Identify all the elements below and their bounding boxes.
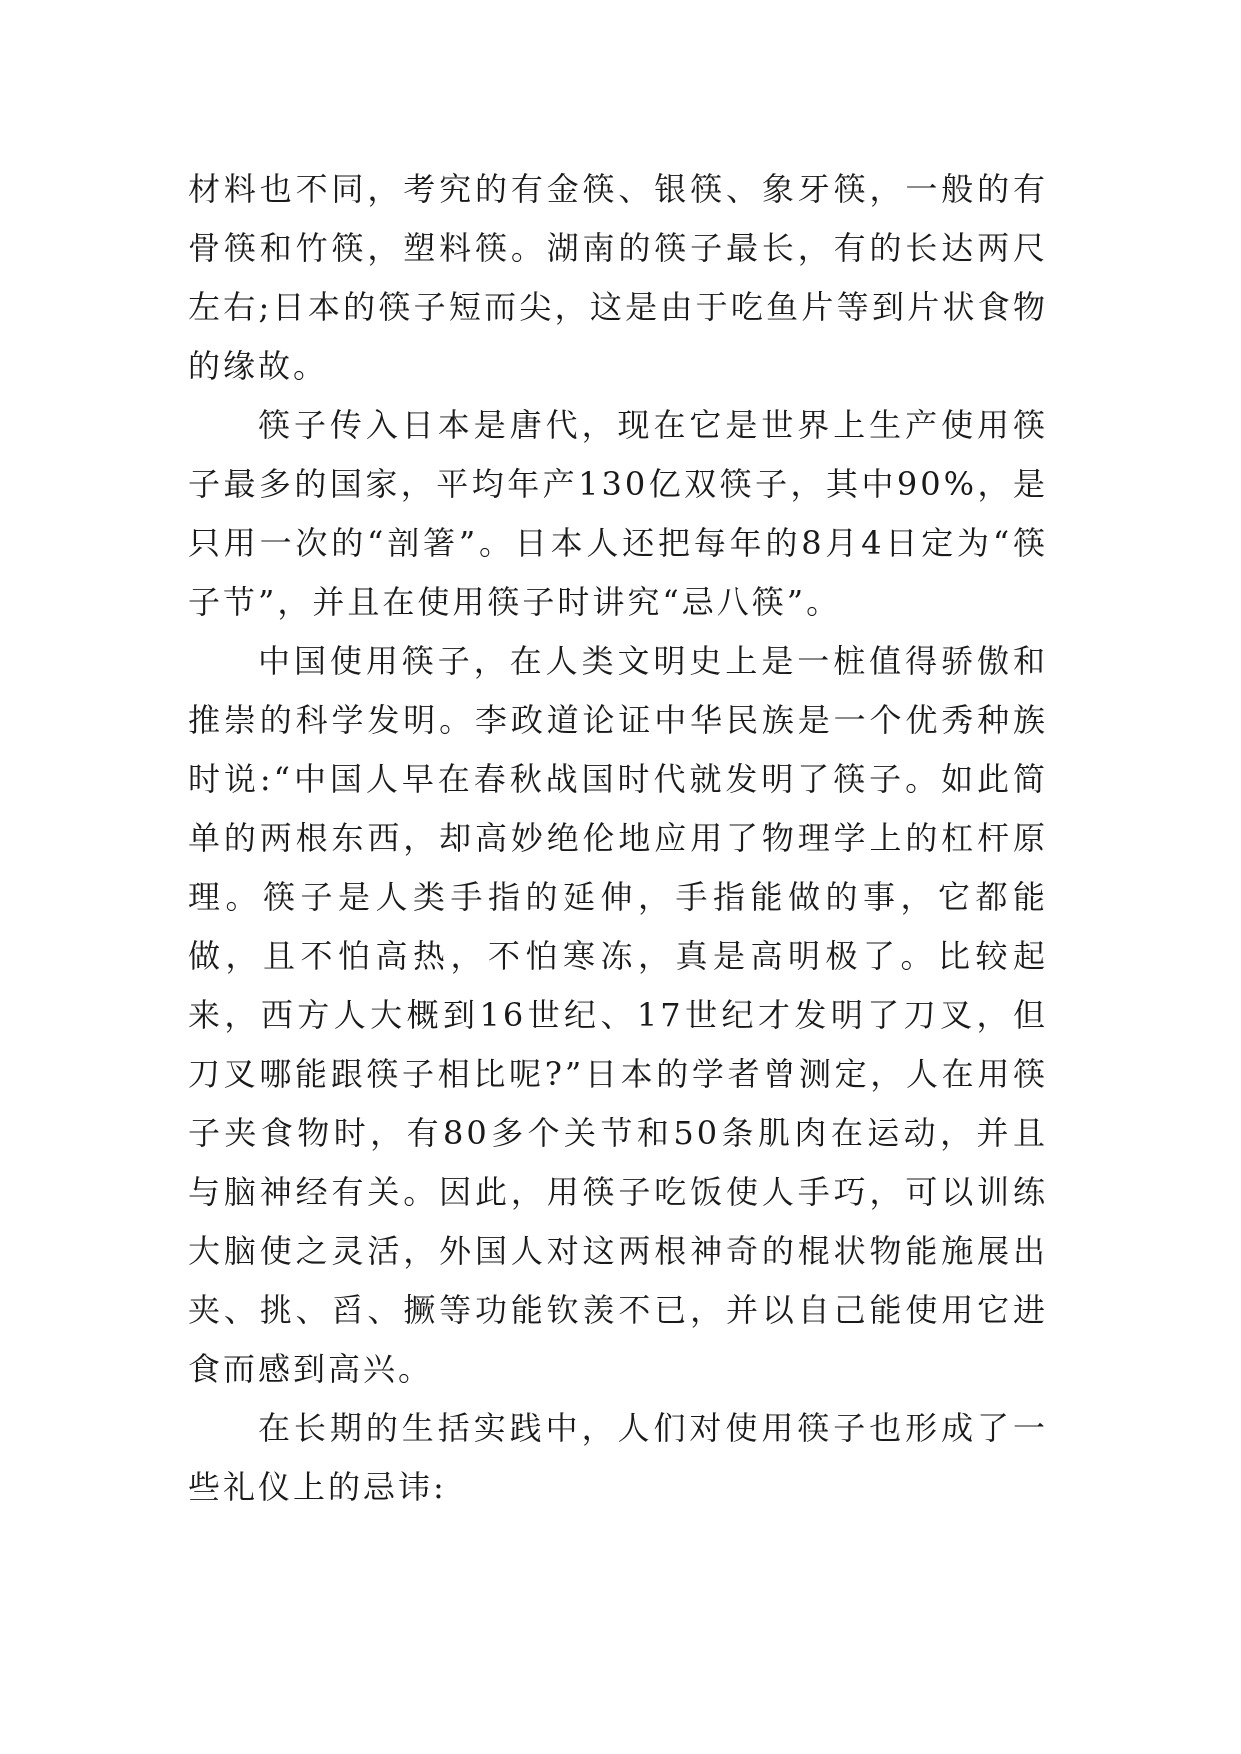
paragraph-japan: 筷子传入日本是唐代，现在它是世界上生产使用筷子最多的国家，平均年产130亿双筷子，其中90%，是只用一次的“剖箸”。日本人还把每年的8月4日定为“筷子节”，并且在使用筷子时讲究“忌八筷”。 <box>188 406 1048 621</box>
paragraph-materials: 材料也不同，考究的有金筷、银筷、象牙筷，一般的有骨筷和竹筷，塑料筷。湖南的筷子最长，有的长达两尺左右;日本的筷子短而尖，这是由于吃鱼片等到片状食物的缘故。 <box>188 170 1048 385</box>
paragraph-invention: 中国使用筷子，在人类文明史上是一桩值得骄傲和推崇的科学发明。李政道论证中华民族是一个优秀种族时说:“中国人早在春秋战国时代就发明了筷子。如此简单的两根东西，却高妙绝伦地应用了物理学上的杠杆原理。筷子是人类手指的延伸，手指能做的事，它都能做，且不怕高热，不怕寒冻，真是高明极了。比较起来，西方人大概到16世纪、17世纪才发明了刀叉，但刀叉哪能跟筷子相比呢?”日本的学者曾测定，人在用筷子夹食物时，有80多个关节和50条肌肉在运动，并且与脑神经有关。因此，用筷子吃饭使人手巧，可以训练大脑使之灵活，外国人对这两根神奇的棍状物能施展出夹、挑、舀、撅等功能钦羡不已，并以自己能使用它进食而感到高兴。 <box>188 642 1048 1388</box>
article-body <box>188 160 1048 1517</box>
paragraph-etiquette: 在长期的生括实践中，人们对使用筷子也形成了一些礼仪上的忌讳: <box>188 1409 1048 1506</box>
